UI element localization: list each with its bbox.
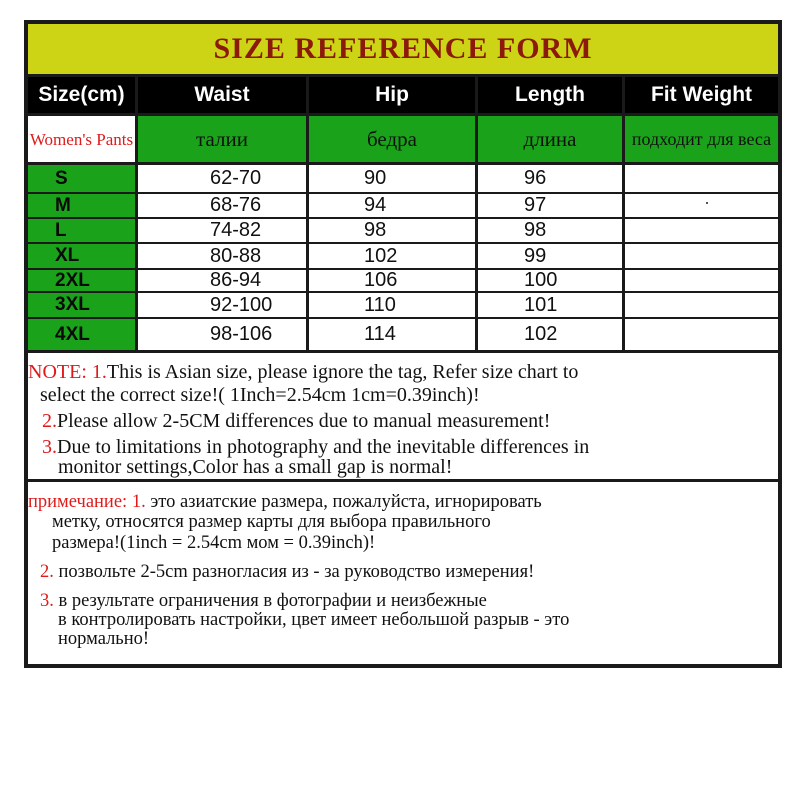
length-value: 97 bbox=[478, 194, 622, 217]
header-size: Size(cm) bbox=[28, 77, 135, 113]
hip-value: 90 bbox=[309, 165, 475, 192]
length-value: 96 bbox=[478, 165, 622, 192]
waist-value: 92-100 bbox=[138, 293, 306, 317]
hip-value: 110 bbox=[309, 293, 475, 317]
size-label: 3XL bbox=[28, 293, 135, 317]
speck bbox=[706, 202, 708, 204]
header-length: Length bbox=[478, 77, 622, 113]
note-number: 3. bbox=[42, 436, 57, 458]
note-text: метку, относятся размер карты для выбора правильного bbox=[52, 512, 491, 532]
subheader-length: длина bbox=[478, 116, 622, 162]
fit-weight-value bbox=[625, 319, 778, 350]
note-text: select the correct size!( 1Inch=2.54cm 1cm=0.39inch)! bbox=[40, 384, 480, 406]
fit-weight-value bbox=[625, 244, 778, 268]
note-text: размера!(1inch = 2.54cm мом = 0.39inch)! bbox=[52, 533, 376, 553]
note-text: нормально! bbox=[58, 629, 150, 649]
size-label: 2XL bbox=[28, 270, 135, 291]
womens-pants-label: Women's Pants bbox=[28, 116, 135, 162]
note-text: в контролировать настройки, цвет имеет небольшой разрыв - это bbox=[58, 610, 570, 630]
length-value: 102 bbox=[478, 319, 622, 350]
hip-value: 106 bbox=[309, 270, 475, 291]
note-number: 2. bbox=[42, 410, 57, 432]
note-text: Please allow 2-5CM differences due to manual measurement! bbox=[57, 410, 551, 432]
title-banner bbox=[28, 24, 778, 74]
fit-weight-value bbox=[625, 270, 778, 291]
page-title: SIZE REFERENCE FORM bbox=[213, 32, 593, 65]
waist-value: 74-82 bbox=[138, 219, 306, 242]
hip-value: 114 bbox=[309, 319, 475, 350]
note-number: 1. bbox=[131, 492, 146, 512]
size-label: 4XL bbox=[28, 319, 135, 350]
header-waist: Waist bbox=[138, 77, 306, 113]
subheader-hip: бедра bbox=[309, 116, 475, 162]
hip-value: 102 bbox=[309, 244, 475, 268]
fit-weight-value bbox=[625, 194, 778, 217]
note-text: позвольте 2-5cm разногласия из - за руководство измерения! bbox=[58, 562, 535, 582]
note-text: это азиатские размера, пожалуйста, игнорировать bbox=[150, 492, 542, 512]
note-prefix: NOTE: bbox=[28, 361, 87, 383]
subheader-fit-weight: подходит для веса bbox=[625, 116, 778, 162]
hip-value: 98 bbox=[309, 219, 475, 242]
size-label: M bbox=[28, 194, 135, 217]
fit-weight-value bbox=[625, 165, 778, 192]
note-russian bbox=[28, 482, 778, 664]
fit-weight-value bbox=[625, 293, 778, 317]
note-number: 3. bbox=[40, 591, 54, 611]
header-fit-weight: Fit Weight bbox=[625, 77, 778, 113]
note-number: 1. bbox=[91, 361, 107, 383]
length-value: 100 bbox=[478, 270, 622, 291]
subheader-waist: талии bbox=[138, 116, 306, 162]
fit-weight-value bbox=[625, 219, 778, 242]
size-label: XL bbox=[28, 244, 135, 268]
waist-value: 86-94 bbox=[138, 270, 306, 291]
hip-value: 94 bbox=[309, 194, 475, 217]
note-text: Due to limitations in photography and the inevitable differences in bbox=[57, 436, 590, 458]
length-value: 98 bbox=[478, 219, 622, 242]
length-value: 101 bbox=[478, 293, 622, 317]
length-value: 99 bbox=[478, 244, 622, 268]
waist-value: 98-106 bbox=[138, 319, 306, 350]
waist-value: 62-70 bbox=[138, 165, 306, 192]
note-text: в результате ограничения в фотографии и неизбежные bbox=[58, 591, 487, 611]
waist-value: 68-76 bbox=[138, 194, 306, 217]
header-hip: Hip bbox=[309, 77, 475, 113]
note-text: monitor settings,Color has a small gap is normal! bbox=[58, 456, 453, 478]
size-label: S bbox=[28, 165, 135, 192]
size-chart bbox=[24, 20, 782, 668]
note-text: This is Asian size, please ignore the tag, Refer size chart to bbox=[106, 361, 579, 383]
note-prefix: примечание: bbox=[28, 492, 128, 512]
size-label: L bbox=[28, 219, 135, 242]
note-number: 2. bbox=[40, 562, 54, 582]
waist-value: 80-88 bbox=[138, 244, 306, 268]
note-english bbox=[28, 353, 778, 479]
